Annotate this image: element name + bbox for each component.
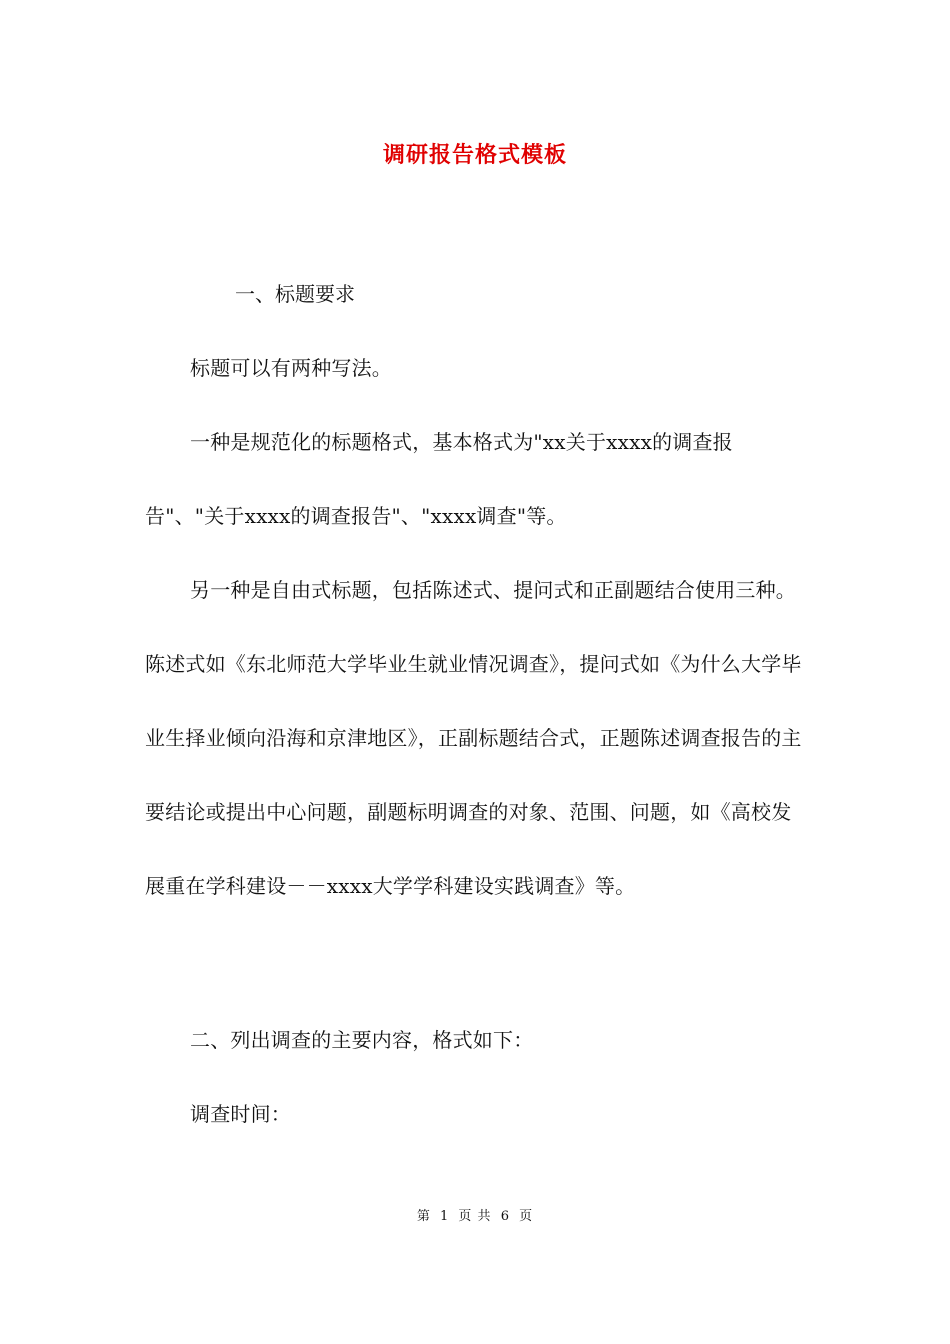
document-title: 调研报告格式模板 [382,142,567,168]
paragraph-free-format: 另一种是自由式标题，包括陈述式、提问式和正副题结合使用三种。陈述式如《东北师范大学毕业生就业情况调查》，提问式如《为什么大学毕业生择业倾向沿海和京津地区》，正副标题结合式，正题陈述调查报告的主要结论或提出中心问题，副题标明调查的对象、范围、问题，如《高校发展重在学科建设－－xxxx大学学科建设实践调查》等。 [145,578,802,898]
paragraph-two-ways: 标题可以有两种写法。 [190,356,392,380]
page-footer [0,1207,950,1227]
footer-total-pages: 6 [500,1209,510,1224]
footer-prefix: 第 [416,1209,431,1224]
section-heading-main-content: 二、列出调查的主要内容，格式如下： [190,1028,534,1052]
paragraph-standard-format: 一种是规范化的标题格式，基本格式为"xx关于xxxx的调查报告"、"关于xxxx的调查报告"、"xxxx调查"等。 [145,430,733,528]
footer-page-number: 1 [440,1209,450,1224]
paragraph-survey-time: 调查时间： [190,1102,291,1126]
footer-middle: 页 共 [458,1209,492,1224]
section-heading-title-requirements: 一、标题要求 [235,282,355,306]
footer-suffix: 页 [519,1209,534,1224]
